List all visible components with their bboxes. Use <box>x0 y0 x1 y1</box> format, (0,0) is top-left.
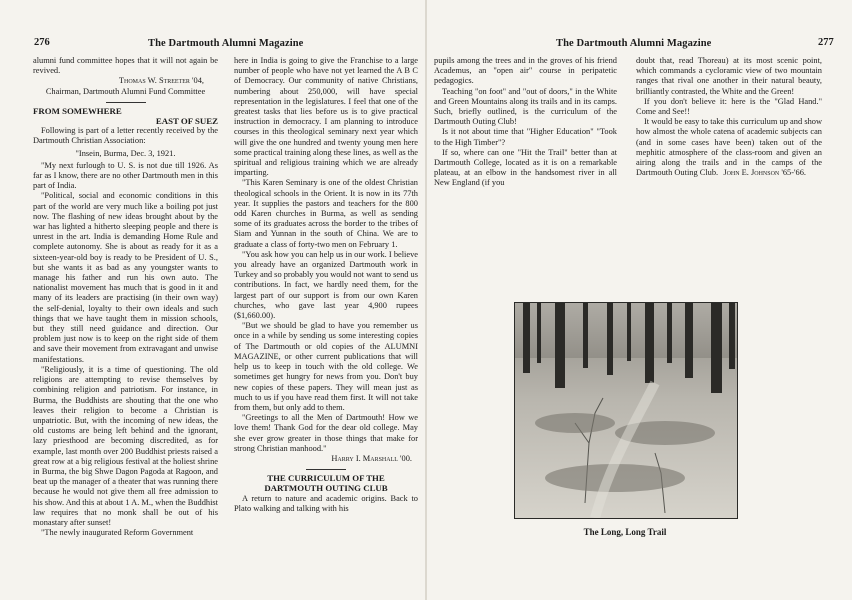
photo-caption: The Long, Long Trail <box>583 527 667 537</box>
page-number-left: 276 <box>34 37 50 48</box>
paragraph: "You ask how you can help us in our work. I believe you already have an organized Dartmouth work in Turkey and so probably you would not want to send us contributions. In fact, we hardly need them, for the largest part of our support is from our own Karen churches, who gave last year 4,900 rupees ($1,660.00). <box>234 249 418 321</box>
trail-photo <box>514 302 738 519</box>
right-column-1 <box>434 56 617 189</box>
paragraph: doubt that, read Thoreau) at its most scenic point, which commands a cycloramic view of two mountain ranges that rival one another in their natural beauty, brilliantly contrasted, the White and the Green! <box>636 56 822 96</box>
dateline: "Insein, Burma, Dec. 3, 1921. <box>75 148 176 158</box>
paragraph: If you don't believe it: here is the "Glad Hand." Come and See!! <box>636 96 822 117</box>
paragraph: pupils among the trees and in the groves of his friend Academus, an "open air" course in peripatetic pedagogics. <box>434 56 617 86</box>
paragraph: Following is part of a letter recently received by the Dartmouth Christian Association: <box>33 126 218 146</box>
section-title: THE CURRICULUM OF THE <box>267 473 385 484</box>
paragraph: If so, where can one "Hit the Trail" better than at Dartmouth College, located as it is on a remarkable plateau, at an elbow in the handsomest river in all New England (if you <box>434 147 617 188</box>
paragraph: "This Karen Seminary is one of the oldest Christian theological schools in the Orient. It is now in its 77th year. It supplies the pastors and teachers for the 800 odd Karen churches in Burma, as well as sending some of its graduates across the border to the tribes of Siam and Yunnan in the south of China. We are to graduate a class of forty-two men on February 1. <box>234 178 418 249</box>
section-title-continued: DARTMOUTH OUTING CLUB <box>264 483 388 494</box>
divider <box>306 469 346 470</box>
divider <box>106 102 146 103</box>
section-title: FROM SOMEWHERE <box>33 105 122 116</box>
paragraph: "My next furlough to U. S. is not due till 1926. As far as I know, there are no other Dartmouth men in this part of India. <box>33 160 218 191</box>
signature: John E. Johnson '65-'66. <box>723 168 806 178</box>
paragraph: "Political, social and economic conditions in this part of the world are very much like a boiling pot just now. The flashing of new ideas brought about by the war has lighted a hitherto sleeping people and there is unrest in the art. India is demanding Home Rule and complete autonomy. She is about as ready for it as a sixteen-year-old boy is ready to be President of U. S., but she wants it as bad as any youngster wants to manage his father and run his own auto. The nationalist movement has much that is good in it and many of its leaders are practising (in their own way) the self-denial, loyalty to their own ideals and such things that we have taught them in mission schools, but they still need guidance and direction. Our problem just now is to keep on the right side of them and save their movement from extravagant and unwise manifestations. <box>33 191 218 364</box>
left-column-1 <box>33 56 218 538</box>
paragraph: It would be easy to take this curriculum up and show how almost the whole catena of academic subjects can (and in some cases have been) taken out of the mephitic atmosphere of the class-room and given an airing along the trails and in the camps of the Dartmouth Outing Club. <box>636 117 822 178</box>
snowy-forest-photo-image <box>515 303 737 518</box>
left-column-2 <box>234 56 418 514</box>
signature: Harry I. Marshall '00. <box>331 453 412 463</box>
paragraph: "The newly inaugurated Reform Government <box>41 528 194 538</box>
paragraph: "Religiously, it is a time of questioning. The old religions are attempting to revise themselves by combining religion and patriotism. For instance, in Burma, the Buddhists are shouting that the one who leaves their religion to become a Christian is unpatriotic. But, with the incoming of new ideas, the old customs are being left behind and the ignorant, lazy priesthood are becoming discredited, as for example, last month over 200 Buddhist priests raised a great row at a big religious festival at the holiest shrine in Burma, the big Shwe Dagon Pagoda at Ragoon, and beat up the manager of a theater that was running there because he would not give them all free admission to his show. And this at about 1 A. M., when the Buddhist law requires that no monk shall be out of his monastary after sunset! <box>33 364 218 527</box>
page-number-right: 277 <box>818 37 834 48</box>
signature-role: Chairman, Dartmouth Alumni Fund Committee <box>45 86 206 96</box>
section-title-continued: EAST OF SUEZ <box>155 116 218 127</box>
paragraph: "Greetings to all the Men of Dartmouth! How we love them! Thank God for the dear old college. May she ever grow greater in those things that make for strong Christian manhood." <box>234 413 418 453</box>
paragraph: A return to nature and academic origins. Back to Plato walking and talking with his <box>234 493 418 513</box>
paragraph: here in India is going to give the Franchise to a large number of people who have not yet learned the A B C of Democracy. Our community of native Christians, numbering about 250,000, will have special representation in the legislatures. I feel that one of the greatest tasks that lies before us is to give practical instruction in democracy. I am planning to introduce courses in this theological seminary next year which will give the one hundred and twenty young men here some practical training along these lines, as well as the spiritual and religious training which we are already imparting. <box>234 56 418 178</box>
paragraph: Is it not about time that "Higher Education" "Took to the High Timber"? <box>434 127 617 147</box>
running-header-right: The Dartmouth Alumni Magazine <box>556 38 712 49</box>
running-header-left: The Dartmouth Alumni Magazine <box>148 38 304 49</box>
paragraph: "But we should be glad to have you remember us once in a while by sending us some interesting copies of The Dartmouth or old copies of the ALUMNI MAGAZINE, or other current publications that will help us to keep in touch with the old college. We sometimes get hungry for news from you. Don't buy new copies of these papers. They will mean just as much to us if you have read them first. It will not take from them, but only add to them. <box>234 321 418 412</box>
paragraph: alumni fund committee hopes that it will not again be revived. <box>33 56 218 76</box>
signature: Thomas W. Streeter '04, <box>118 76 204 86</box>
right-column-2 <box>636 56 822 179</box>
paragraph: Teaching "on foot" and "out of doors," in the White and Green Mountains along its trails and in its camps. Such, briefly outlined, is the curriculum of the Dartmouth Outing Club! <box>434 86 617 127</box>
